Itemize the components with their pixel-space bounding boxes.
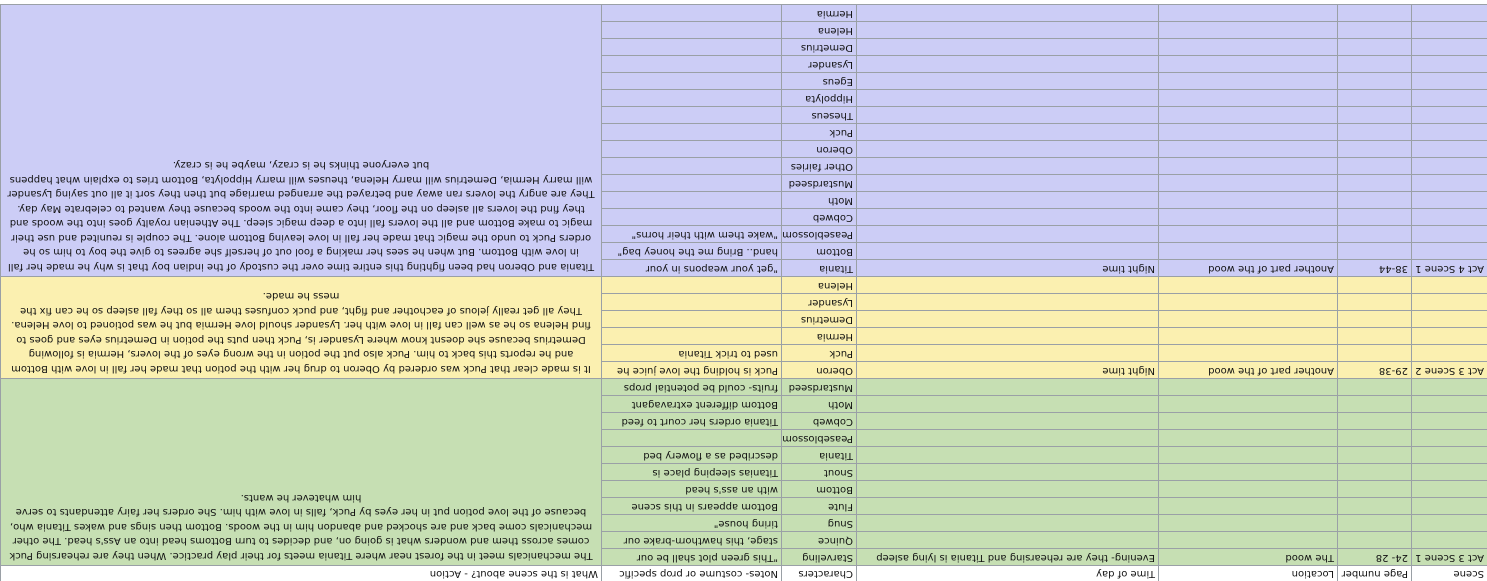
empty-cell[interactable]: [1158, 429, 1337, 446]
empty-cell[interactable]: [1158, 72, 1337, 89]
empty-cell[interactable]: [1411, 327, 1487, 344]
empty-cell[interactable]: [856, 106, 1158, 123]
character-cell[interactable]: Demetrius: [781, 310, 856, 327]
location-cell[interactable]: Another part of the wood: [1158, 361, 1337, 378]
character-cell[interactable]: Bottom: [781, 480, 856, 497]
empty-cell[interactable]: [1411, 208, 1487, 225]
empty-cell[interactable]: [856, 276, 1158, 293]
header-location[interactable]: Location: [1158, 565, 1337, 581]
empty-cell[interactable]: [1337, 480, 1411, 497]
character-cell[interactable]: Lysander: [781, 293, 856, 310]
character-cell[interactable]: Helena: [781, 21, 856, 38]
empty-cell[interactable]: [1158, 480, 1337, 497]
empty-cell[interactable]: [1337, 497, 1411, 514]
empty-cell[interactable]: [1158, 191, 1337, 208]
empty-cell[interactable]: [856, 480, 1158, 497]
empty-cell[interactable]: [1411, 123, 1487, 140]
empty-cell[interactable]: [856, 395, 1158, 412]
empty-cell[interactable]: [1411, 38, 1487, 55]
character-cell[interactable]: Helena: [781, 276, 856, 293]
empty-cell[interactable]: [856, 140, 1158, 157]
empty-cell[interactable]: [1158, 225, 1337, 242]
notes-cell[interactable]: [601, 157, 781, 174]
empty-cell[interactable]: [856, 55, 1158, 72]
notes-cell[interactable]: hand.. Bring me the honey bag": [601, 242, 781, 259]
notes-cell[interactable]: [601, 72, 781, 89]
character-cell[interactable]: Titania: [781, 446, 856, 463]
empty-cell[interactable]: [1158, 276, 1337, 293]
empty-cell[interactable]: [856, 514, 1158, 531]
scene-cell[interactable]: Act 4 Scene 1: [1411, 259, 1487, 276]
action-cell[interactable]: It is made clear that Puck was ordered by Oberon to drug her with the potion that made her fall in love with Bottom and he reports this back to him. Puck also put the potion in the wrong eyes of the lovers, Hermia is following Demetrius because she doesnt know where Lysander is, Puck then puts the potion in Demetrius eyes and goes to find Helena so he as well can fall in love with her. Lysander should love Hermia but he was potioned to love Helena. They all get really jelous of eachother and fight, and puck confuses them all so they fall asleep so he can fix the mess he made.: [0, 276, 601, 378]
empty-cell[interactable]: [1337, 89, 1411, 106]
empty-cell[interactable]: [856, 242, 1158, 259]
empty-cell[interactable]: [1337, 293, 1411, 310]
empty-cell[interactable]: [1411, 140, 1487, 157]
notes-cell[interactable]: Titania orders her court to feed: [601, 412, 781, 429]
empty-cell[interactable]: [1158, 55, 1337, 72]
character-cell[interactable]: Snout: [781, 463, 856, 480]
empty-cell[interactable]: [856, 157, 1158, 174]
empty-cell[interactable]: [1411, 497, 1487, 514]
empty-cell[interactable]: [856, 208, 1158, 225]
empty-cell[interactable]: [1337, 344, 1411, 361]
empty-cell[interactable]: [1411, 395, 1487, 412]
character-cell[interactable]: Hermia: [781, 327, 856, 344]
notes-cell[interactable]: with an ass's head: [601, 480, 781, 497]
character-cell[interactable]: Peaseblossom: [781, 429, 856, 446]
character-cell[interactable]: Flute: [781, 497, 856, 514]
empty-cell[interactable]: [856, 72, 1158, 89]
empty-cell[interactable]: [856, 38, 1158, 55]
empty-cell[interactable]: [1158, 174, 1337, 191]
character-cell[interactable]: Peaseblossom: [781, 225, 856, 242]
empty-cell[interactable]: [856, 123, 1158, 140]
empty-cell[interactable]: [856, 412, 1158, 429]
empty-cell[interactable]: [1158, 4, 1337, 21]
time-of-day-cell[interactable]: Evening- they are rehearsing and Titania is lying asleep: [856, 548, 1158, 565]
empty-cell[interactable]: [1158, 514, 1337, 531]
empty-cell[interactable]: [1411, 514, 1487, 531]
notes-cell[interactable]: "wake them with their horns": [601, 225, 781, 242]
empty-cell[interactable]: [1411, 72, 1487, 89]
page-number-cell[interactable]: 38-44: [1337, 259, 1411, 276]
empty-cell[interactable]: [1337, 242, 1411, 259]
empty-cell[interactable]: [856, 310, 1158, 327]
character-cell[interactable]: Lysander: [781, 55, 856, 72]
empty-cell[interactable]: [1337, 21, 1411, 38]
character-cell[interactable]: Oberon: [781, 361, 856, 378]
notes-cell[interactable]: [601, 123, 781, 140]
empty-cell[interactable]: [1158, 497, 1337, 514]
notes-cell[interactable]: [601, 174, 781, 191]
empty-cell[interactable]: [1158, 208, 1337, 225]
notes-cell[interactable]: [601, 89, 781, 106]
empty-cell[interactable]: [1411, 55, 1487, 72]
notes-cell[interactable]: described as a flowery bed: [601, 446, 781, 463]
notes-cell[interactable]: [601, 140, 781, 157]
empty-cell[interactable]: [856, 378, 1158, 395]
empty-cell[interactable]: [1158, 446, 1337, 463]
empty-cell[interactable]: [856, 531, 1158, 548]
empty-cell[interactable]: [1411, 344, 1487, 361]
notes-cell[interactable]: [601, 293, 781, 310]
empty-cell[interactable]: [1411, 106, 1487, 123]
notes-cell[interactable]: [601, 38, 781, 55]
header-action[interactable]: What is the scene about? - Action: [0, 565, 601, 581]
empty-cell[interactable]: [1158, 344, 1337, 361]
header-characters[interactable]: Characters: [781, 565, 856, 581]
empty-cell[interactable]: [1337, 276, 1411, 293]
empty-cell[interactable]: [856, 429, 1158, 446]
notes-cell[interactable]: [601, 429, 781, 446]
empty-cell[interactable]: [1411, 157, 1487, 174]
empty-cell[interactable]: [1411, 4, 1487, 21]
empty-cell[interactable]: [856, 89, 1158, 106]
empty-cell[interactable]: [856, 174, 1158, 191]
empty-cell[interactable]: [856, 463, 1158, 480]
empty-cell[interactable]: [856, 21, 1158, 38]
notes-cell[interactable]: Bottom different extravagant: [601, 395, 781, 412]
character-cell[interactable]: Hippolyta: [781, 89, 856, 106]
empty-cell[interactable]: [1337, 38, 1411, 55]
empty-cell[interactable]: [1158, 378, 1337, 395]
empty-cell[interactable]: [1158, 327, 1337, 344]
character-cell[interactable]: Other fairies: [781, 157, 856, 174]
empty-cell[interactable]: [1337, 463, 1411, 480]
notes-cell[interactable]: [601, 21, 781, 38]
empty-cell[interactable]: [856, 497, 1158, 514]
character-cell[interactable]: Snug: [781, 514, 856, 531]
empty-cell[interactable]: [1337, 174, 1411, 191]
empty-cell[interactable]: [856, 446, 1158, 463]
empty-cell[interactable]: [1411, 531, 1487, 548]
empty-cell[interactable]: [1158, 89, 1337, 106]
empty-cell[interactable]: [1158, 293, 1337, 310]
notes-cell[interactable]: [601, 106, 781, 123]
character-cell[interactable]: Puck: [781, 344, 856, 361]
empty-cell[interactable]: [1411, 480, 1487, 497]
empty-cell[interactable]: [1337, 412, 1411, 429]
empty-cell[interactable]: [1411, 225, 1487, 242]
notes-cell[interactable]: "get your weapons in your: [601, 259, 781, 276]
character-cell[interactable]: Demetrius: [781, 38, 856, 55]
notes-cell[interactable]: stage, this hawthorn-brake our: [601, 531, 781, 548]
empty-cell[interactable]: [1337, 123, 1411, 140]
character-cell[interactable]: Cobweb: [781, 208, 856, 225]
empty-cell[interactable]: [1158, 106, 1337, 123]
character-cell[interactable]: Puck: [781, 123, 856, 140]
empty-cell[interactable]: [1337, 191, 1411, 208]
character-cell[interactable]: Theseus: [781, 106, 856, 123]
empty-cell[interactable]: [1337, 514, 1411, 531]
empty-cell[interactable]: [1337, 531, 1411, 548]
character-cell[interactable]: Quince: [781, 531, 856, 548]
empty-cell[interactable]: [1411, 463, 1487, 480]
notes-cell[interactable]: [601, 276, 781, 293]
empty-cell[interactable]: [1411, 242, 1487, 259]
empty-cell[interactable]: [1337, 378, 1411, 395]
empty-cell[interactable]: [1411, 89, 1487, 106]
page-number-cell[interactable]: 29-38: [1337, 361, 1411, 378]
notes-cell[interactable]: [601, 310, 781, 327]
header-time-of-day[interactable]: Time of day: [856, 565, 1158, 581]
empty-cell[interactable]: [1337, 55, 1411, 72]
empty-cell[interactable]: [1337, 72, 1411, 89]
empty-cell[interactable]: [856, 327, 1158, 344]
action-cell[interactable]: The mechanicals meet in the forest near where Titania meets for their play practice. When they are rehearsing Puck comes across them and wonders what is going on, and decides to turn Bottoms head into an Ass's head. The other mechanicals come back and are shocked and abandon him in the woods. Bottom then sings and wakes Titania who, because of the love potion put in her eyes by Puck, falls in love with him. She orders her fairy attendants to serve him whatever he wants.: [0, 378, 601, 565]
empty-cell[interactable]: [856, 225, 1158, 242]
empty-cell[interactable]: [1337, 157, 1411, 174]
header-notes[interactable]: Notes- costume or prop specific: [601, 565, 781, 581]
empty-cell[interactable]: [1158, 395, 1337, 412]
action-cell[interactable]: Titania and Oberon had been fighting this entire time over the custody of the indian boy that is why he made her fall in love with Bottom. But when he sees her making a fool out of herself she agrees to give the boy to him so he orders Puck to undo the magic that made her fall in love leaving Bottom alone. The couple is reunited and use their magic to make Bottom and all the lovers fall into a deep magic sleep. The Athenian royalty goes into the woods and they find the lovers all asleep on the floor, they came into the woods because they wanted to celebrate May day. They are angry the lovers ran away and betrayed the arranged marriage but then they sort it all out saying Lysander will marry Hermia, Demetrius will marry Helena, theuses will marry Hippolyta, Bottom tries to explain what happens but everyone thinks he is crazy, maybe he is crazy.: [0, 4, 601, 276]
empty-cell[interactable]: [1337, 446, 1411, 463]
empty-cell[interactable]: [1337, 429, 1411, 446]
notes-cell[interactable]: Puck is holding the love juice he: [601, 361, 781, 378]
empty-cell[interactable]: [1158, 21, 1337, 38]
empty-cell[interactable]: [1158, 123, 1337, 140]
character-cell[interactable]: Starveling: [781, 548, 856, 565]
empty-cell[interactable]: [1337, 310, 1411, 327]
header-scene[interactable]: Scene: [1411, 565, 1487, 581]
empty-cell[interactable]: [1337, 395, 1411, 412]
empty-cell[interactable]: [1337, 140, 1411, 157]
character-cell[interactable]: Bottom: [781, 242, 856, 259]
empty-cell[interactable]: [856, 4, 1158, 21]
empty-cell[interactable]: [1411, 174, 1487, 191]
scene-cell[interactable]: Act 3 Scene 1: [1411, 548, 1487, 565]
empty-cell[interactable]: [856, 191, 1158, 208]
empty-cell[interactable]: [1158, 412, 1337, 429]
empty-cell[interactable]: [856, 293, 1158, 310]
empty-cell[interactable]: [1411, 21, 1487, 38]
character-cell[interactable]: Hermia: [781, 4, 856, 21]
character-cell[interactable]: Egeus: [781, 72, 856, 89]
empty-cell[interactable]: [1411, 310, 1487, 327]
empty-cell[interactable]: [1158, 310, 1337, 327]
empty-cell[interactable]: [1158, 531, 1337, 548]
notes-cell[interactable]: [601, 55, 781, 72]
notes-cell[interactable]: Titanias sleeping place is: [601, 463, 781, 480]
character-cell[interactable]: Moth: [781, 395, 856, 412]
location-cell[interactable]: Another part of the wood: [1158, 259, 1337, 276]
notes-cell[interactable]: "This green plot shall be our: [601, 548, 781, 565]
character-cell[interactable]: Titania: [781, 259, 856, 276]
notes-cell[interactable]: used to trick Titania: [601, 344, 781, 361]
empty-cell[interactable]: [1411, 293, 1487, 310]
empty-cell[interactable]: [1411, 378, 1487, 395]
notes-cell[interactable]: tiring house": [601, 514, 781, 531]
notes-cell[interactable]: [601, 327, 781, 344]
character-cell[interactable]: Moth: [781, 191, 856, 208]
header-page-number[interactable]: Page number: [1337, 565, 1411, 581]
time-of-day-cell[interactable]: Night time: [856, 361, 1158, 378]
empty-cell[interactable]: [1337, 4, 1411, 21]
empty-cell[interactable]: [1337, 327, 1411, 344]
character-cell[interactable]: Cobweb: [781, 412, 856, 429]
character-cell[interactable]: Mustardseed: [781, 378, 856, 395]
empty-cell[interactable]: [1411, 191, 1487, 208]
empty-cell[interactable]: [1411, 446, 1487, 463]
empty-cell[interactable]: [1337, 225, 1411, 242]
empty-cell[interactable]: [1158, 38, 1337, 55]
location-cell[interactable]: The wood: [1158, 548, 1337, 565]
notes-cell[interactable]: fruits- could be potential props: [601, 378, 781, 395]
notes-cell[interactable]: Bottom appears in this scene: [601, 497, 781, 514]
notes-cell[interactable]: [601, 208, 781, 225]
character-cell[interactable]: Oberon: [781, 140, 856, 157]
empty-cell[interactable]: [1411, 429, 1487, 446]
character-cell[interactable]: Mustardseed: [781, 174, 856, 191]
empty-cell[interactable]: [1158, 157, 1337, 174]
empty-cell[interactable]: [1158, 463, 1337, 480]
empty-cell[interactable]: [1337, 208, 1411, 225]
notes-cell[interactable]: [601, 191, 781, 208]
empty-cell[interactable]: [1411, 412, 1487, 429]
notes-cell[interactable]: [601, 4, 781, 21]
empty-cell[interactable]: [856, 344, 1158, 361]
empty-cell[interactable]: [1158, 242, 1337, 259]
empty-cell[interactable]: [1337, 106, 1411, 123]
empty-cell[interactable]: [1411, 276, 1487, 293]
page-number-cell[interactable]: 24- 28: [1337, 548, 1411, 565]
empty-cell[interactable]: [1158, 140, 1337, 157]
scene-cell[interactable]: Act 3 Scene 2: [1411, 361, 1487, 378]
time-of-day-cell[interactable]: Night time: [856, 259, 1158, 276]
